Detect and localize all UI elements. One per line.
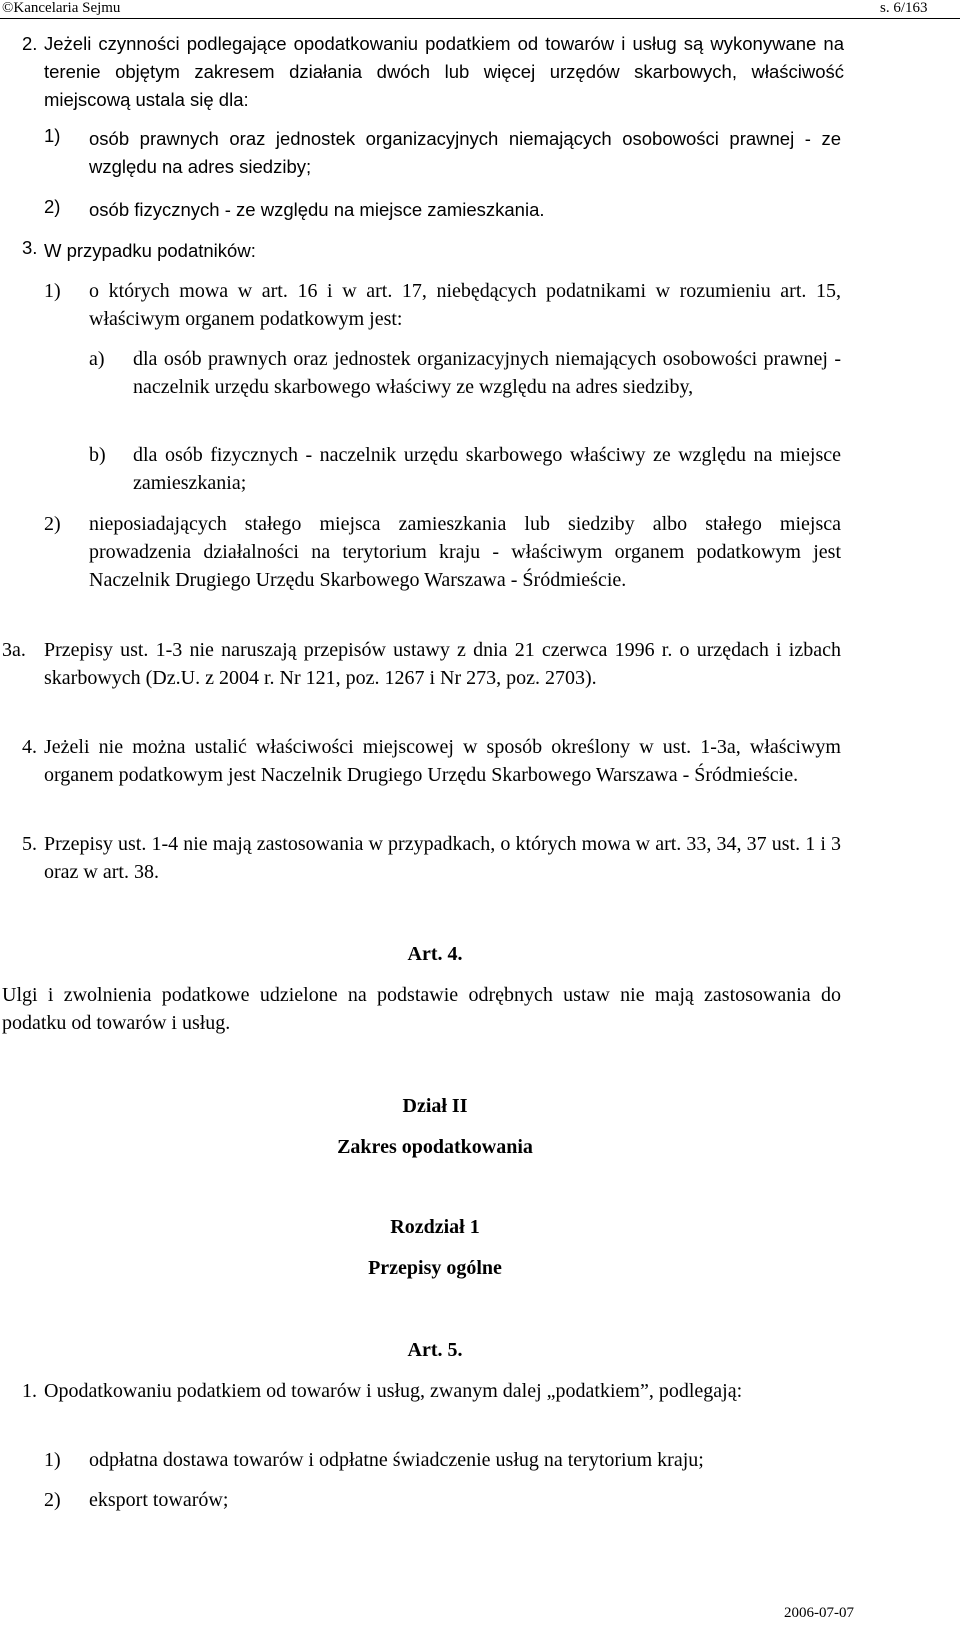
point-number: 1) bbox=[44, 280, 61, 302]
article-5-paragraph-1: Opodatkowaniu podatkiem od towarów i usług, zwanym dalej „podatkiem”, podlegają: bbox=[44, 1380, 743, 1402]
paragraph-3-point-1: o których mowa w art. 16 i w art. 17, niebędących podatnikami w rozumieniu art. 15, właściwym organem podatkowym jest: bbox=[89, 280, 841, 330]
paragraph-5: Przepisy ust. 1-4 nie mają zastosowania w przypadkach, o których mowa w art. 33, 34, 37 ust. 1 i 3 oraz w art. 38. bbox=[44, 833, 841, 883]
paragraph-number: 3. bbox=[22, 237, 38, 258]
footer-date: 2006-07-07 bbox=[784, 1605, 854, 1621]
article-4-heading: Art. 4. bbox=[407, 943, 463, 965]
division-title: Zakres opodatkowania bbox=[337, 1136, 533, 1158]
paragraph-3a: Przepisy ust. 1-3 nie naruszają przepisów ustawy z dnia 21 czerwca 1996 r. o urzędach i izbach skarbowych (Dz.U. z 2004 r. Nr 121, poz. 1267 i Nr 273, poz. 2703). bbox=[44, 639, 841, 689]
point-number: 2) bbox=[44, 513, 61, 535]
paragraph-3-point-1-letter-a: dla osób prawnych oraz jednostek organizacyjnych niemających osobowości prawnej - naczelnik urzędu skarbowego właściwy ze względu na adres siedziby, bbox=[133, 348, 841, 398]
point-number: 2) bbox=[44, 1489, 61, 1511]
paragraph-2-point-2: osób fizycznych - ze względu na miejsce zamieszkania. bbox=[89, 199, 545, 220]
letter-marker: b) bbox=[89, 444, 106, 466]
header-page-number: s. 6/163 bbox=[880, 0, 928, 16]
paragraph-2-point-1: osób prawnych oraz jednostek organizacyjnych niemających osobowości prawnej - ze względu na adres siedziby; bbox=[89, 128, 841, 177]
paragraph-number: 4. bbox=[22, 736, 37, 758]
letter-marker: a) bbox=[89, 348, 105, 370]
article-5-point-2: eksport towarów; bbox=[89, 1489, 229, 1511]
header-divider bbox=[0, 18, 960, 19]
paragraph-number: 2. bbox=[22, 33, 38, 54]
paragraph-4: Jeżeli nie można ustalić właściwości miejscowej w sposób określony w ust. 1-3a, właściwym organem podatkowym jest Naczelnik Drugiego Urzędu Skarbowego Warszawa - Śródmieście. bbox=[44, 736, 841, 786]
chapter-heading: Rozdział 1 bbox=[390, 1216, 480, 1238]
point-number: 1) bbox=[44, 125, 61, 146]
point-number: 1) bbox=[44, 1449, 61, 1471]
division-heading: Dział II bbox=[402, 1095, 468, 1117]
paragraph-number: 5. bbox=[22, 833, 37, 855]
paragraph-3-point-2: nieposiadających stałego miejsca zamieszkania lub siedziby albo stałego miejsca prowadzenia działalności na terytorium kraju - właściwym organem podatkowym jest Naczelnik Drugiego Urzędu Skarbowego Warszawa - Śródmieście. bbox=[89, 513, 841, 591]
header-copyright: ©Kancelaria Sejmu bbox=[2, 0, 121, 16]
chapter-title: Przepisy ogólne bbox=[368, 1257, 502, 1279]
article-4-text: Ulgi i zwolnienia podatkowe udzielone na podstawie odrębnych ustaw nie mają zastosowania do podatku od towarów i usług. bbox=[2, 984, 841, 1034]
point-number: 2) bbox=[44, 196, 61, 217]
paragraph-3-point-1-letter-b: dla osób fizycznych - naczelnik urzędu skarbowego właściwy ze względu na miejsce zamieszkania; bbox=[133, 444, 841, 494]
article-5-heading: Art. 5. bbox=[407, 1339, 463, 1361]
article-5-point-1: odpłatna dostawa towarów i odpłatne świadczenie usług na terytorium kraju; bbox=[89, 1449, 704, 1471]
paragraph-3: W przypadku podatników: bbox=[44, 240, 256, 261]
paragraph-2: Jeżeli czynności podlegające opodatkowaniu podatkiem od towarów i usług są wykonywane na terenie objętym zakresem działania dwóch lub więcej urzędów skarbowych, właściwość miejscową ustala się dla: bbox=[44, 33, 844, 110]
paragraph-number: 3a. bbox=[2, 639, 26, 661]
paragraph-number: 1. bbox=[22, 1380, 37, 1402]
